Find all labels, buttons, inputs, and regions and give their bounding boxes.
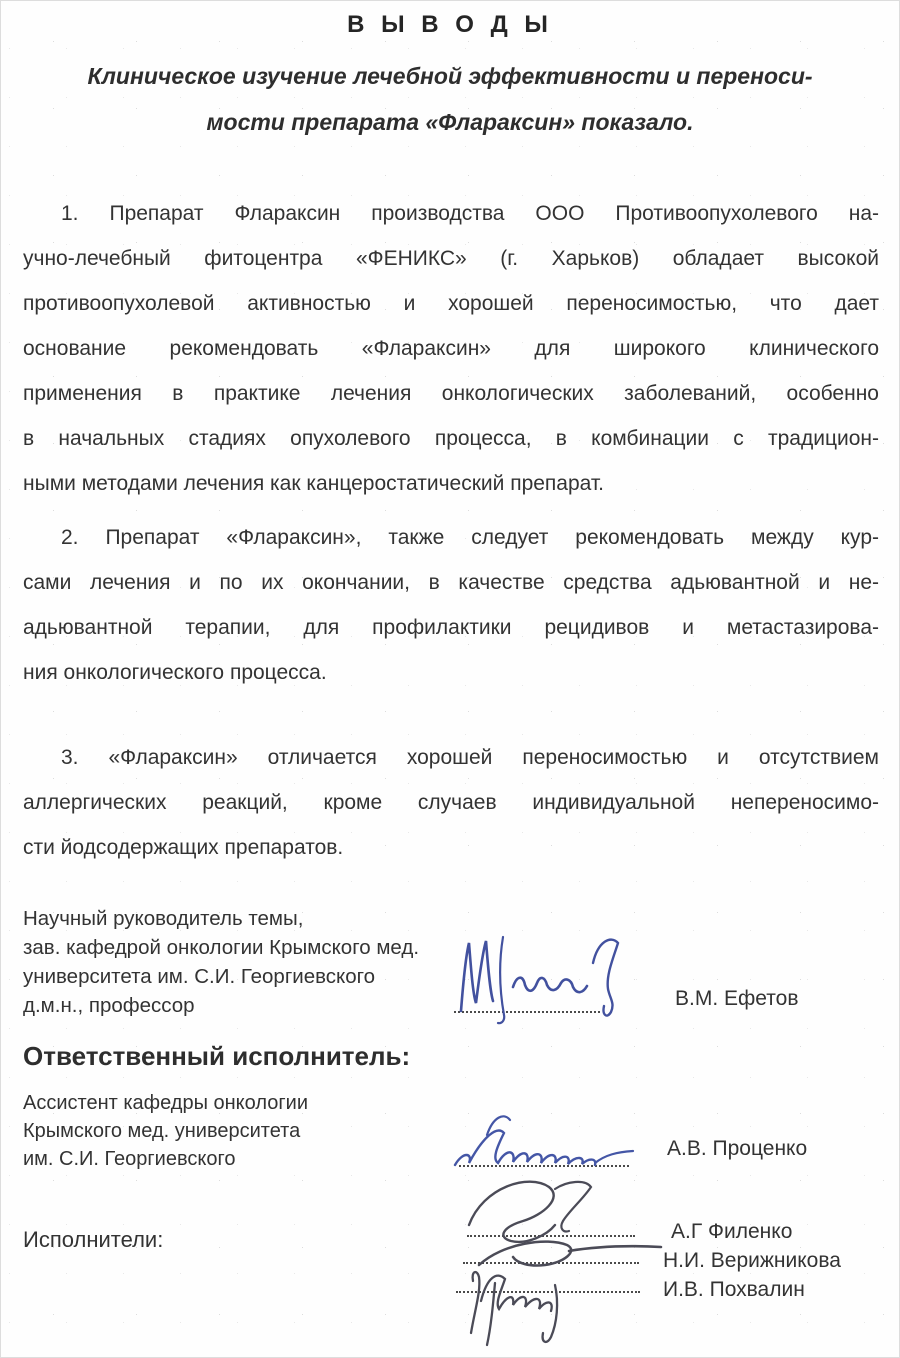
paragraph-line: применения в практике лечения онкологических заболеваний, особенно: [23, 382, 879, 405]
paragraph-2: [23, 515, 879, 695]
role-line: зав. кафедрой онкологии Крымского мед.: [23, 936, 420, 959]
role-line: Крымского мед. университета: [23, 1120, 301, 1142]
executor-name: А.Г Филенко: [671, 1220, 793, 1243]
paragraph-line: 2. Препарат «Флараксин», также следует рекомендовать между кур-: [61, 526, 879, 549]
paragraph-line: 3. «Флараксин» отличается хорошей переносимостью и отсутствием: [61, 746, 879, 769]
efetov-signature: [453, 923, 643, 1028]
paragraph-line: сами лечения и по их окончании, в качестве средства адьювантной и не-: [23, 571, 879, 594]
role-line: д.м.н., профессор: [23, 994, 195, 1017]
document-subtitle: [1, 53, 899, 145]
role-line: им. С.И. Георгиевского: [23, 1148, 236, 1170]
paragraph-line: основание рекомендовать «Флараксин» для широкого клинического: [23, 337, 879, 360]
responsible-executor-heading: Ответственный исполнитель:: [23, 1041, 411, 1071]
paragraph-line: аллергических реакций, кроме случаев индивидуальной непереносимо-: [23, 791, 879, 814]
executors-label: Исполнители:: [23, 1227, 164, 1252]
document-title: В Ы В О Д Ы: [347, 11, 553, 38]
role-line: Научный руководитель темы,: [23, 907, 304, 930]
paragraph-1: [23, 191, 879, 506]
paragraph-line: ными методами лечения как канцеростатический препарат.: [23, 472, 604, 495]
paragraph-3: [23, 735, 879, 870]
executor-name: И.В. Похвалин: [663, 1278, 805, 1301]
subtitle-line-2: мости препарата «Флараксин» показало.: [206, 109, 694, 135]
executor-name: Н.И. Верижникова: [663, 1249, 841, 1272]
scientific-director-name: В.М. Ефетов: [675, 987, 799, 1010]
responsible-executor-name: А.В. Проценко: [667, 1137, 808, 1160]
paragraph-line: в начальных стадиях опухолевого процесса, в комбинации с традицион-: [23, 427, 879, 450]
role-line: университета им. С.И. Георгиевского: [23, 965, 376, 988]
paragraph-line: учно-лечебный фитоцентра «ФЕНИКС» (г. Харьков) обладает высокой: [23, 247, 879, 270]
executors-signatures: [451, 1173, 666, 1349]
responsible-executor-role: [23, 1089, 423, 1173]
paragraph-line: ния онкологического процесса.: [23, 661, 327, 684]
paragraph-line: противоопухолевой активностью и хорошей переносимостью, что дает: [23, 292, 879, 315]
paragraph-line: сти йодсодержащих препаратов.: [23, 836, 344, 859]
executors-names: [663, 1217, 841, 1304]
role-line: Ассистент кафедры онкологии: [23, 1092, 308, 1114]
paragraph-line: 1. Препарат Флараксин производства ООО Противоопухолевого на-: [61, 202, 879, 225]
paragraph-line: адьювантной терапии, для профилактики рецидивов и метастазирова-: [23, 616, 879, 639]
subtitle-line-1: Клиническое изучение лечебной эффективности и переноси-: [87, 63, 813, 89]
document-body: [1, 191, 899, 870]
scientific-director-role: [23, 904, 453, 1020]
protsenko-signature: [447, 1107, 647, 1179]
